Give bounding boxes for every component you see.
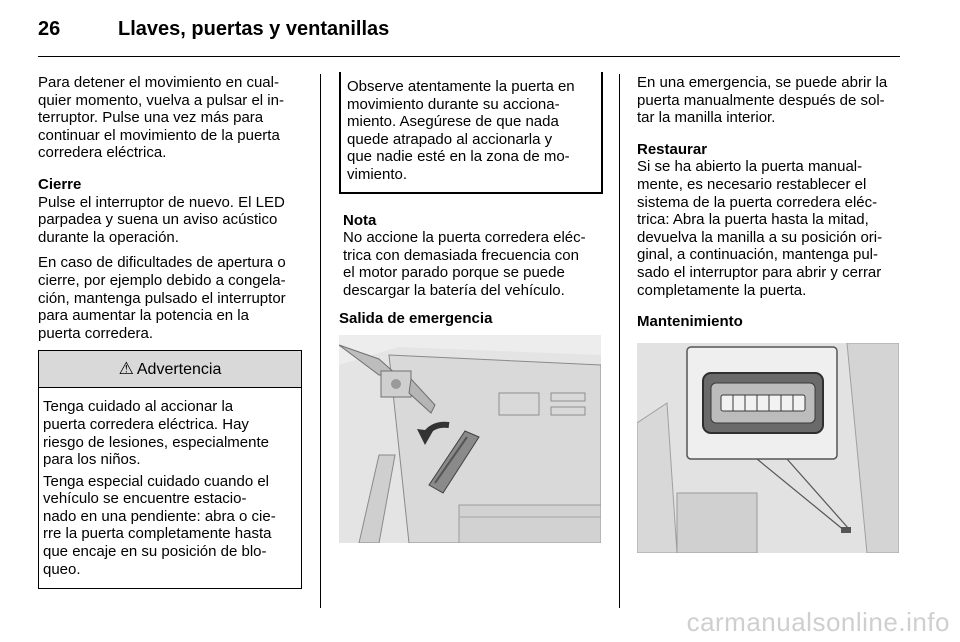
watermark: carmanualsonline.info xyxy=(686,607,950,637)
restaurar-section: Restaurar Si se ha abierto la puerta manual- mente, es necesario restablecer el sistema de la puerta corredera eléc- trica: Abra la puerta hasta la mitad, devuelva la manilla a su posición ori- ginal, a continuación, mantenga pul- sado el interruptor para abrir y cerrar completamente la puerta. xyxy=(637,141,901,299)
column-2 xyxy=(339,72,603,543)
page-title: Llaves, puertas y ventanillas xyxy=(118,18,390,40)
salida-heading: Salida de emergencia xyxy=(339,309,493,327)
restaurar-heading: Restaurar xyxy=(637,140,708,158)
cierre-heading: Cierre xyxy=(38,175,82,193)
warning-paragraph-2: Tenga especial cuidado cuando el vehículo se encuentre estacio- nado en una pendiente: abra o cie- rre la puerta completamente hasta que encaje en su posición de blo- queo. xyxy=(43,472,276,578)
warning-header xyxy=(39,350,301,388)
warning-box xyxy=(38,350,302,589)
header-rule xyxy=(38,56,900,57)
cierre-section: Cierre Pulse el interruptor de nuevo. El LED parpadea y suena un aviso acústico durante la operación. xyxy=(38,176,302,246)
column-3 xyxy=(637,74,901,553)
column-1 xyxy=(38,74,302,589)
mantenimiento-heading: Mantenimiento xyxy=(637,313,743,331)
dificultades-paragraph: En caso de dificultades de apertura o cierre, por ejemplo debido a congela- ción, mantenga pulsado el interruptor para aumentar la potencia en la puerta corredera. xyxy=(38,254,286,342)
warning-paragraph-1: Tenga cuidado al accionar la puerta corredera eléctrica. Hay riesgo de lesiones, especialmente para los niños. xyxy=(43,398,269,469)
maintenance-switch-illustration xyxy=(637,343,899,553)
emergencia-paragraph: En una emergencia, se puede abrir la puerta manualmente después de sol- tar la manilla interior. xyxy=(637,74,888,127)
page-header xyxy=(38,14,900,54)
page-number: 26 xyxy=(38,18,61,40)
warning-triangle-icon: ⚠ xyxy=(118,359,134,379)
nota-section: Nota No accione la puerta corredera eléc- trica con demasiada frecuencia con el motor parado porque se puede descargar la batería del vehículo. xyxy=(339,212,603,300)
warning-label: Advertencia xyxy=(136,361,222,379)
emergency-handle-illustration xyxy=(339,335,601,543)
warning-body xyxy=(39,388,301,578)
intro-paragraph: Para detener el movimiento en cual- quier momento, vuelva a pulsar el in- terruptor. Pulse una vez más para continuar el movimiento de la puerta corredera eléctrica. xyxy=(38,74,284,162)
nota-heading: Nota xyxy=(343,211,377,229)
column-divider-2 xyxy=(619,74,620,608)
caution-box: Observe atentamente la puerta en movimiento durante su acciona- miento. Asegúrese de que nada quede atrapado al accionarla y que nadie esté en la zona de mo- vimiento. xyxy=(339,72,603,194)
column-divider-1 xyxy=(320,74,321,608)
